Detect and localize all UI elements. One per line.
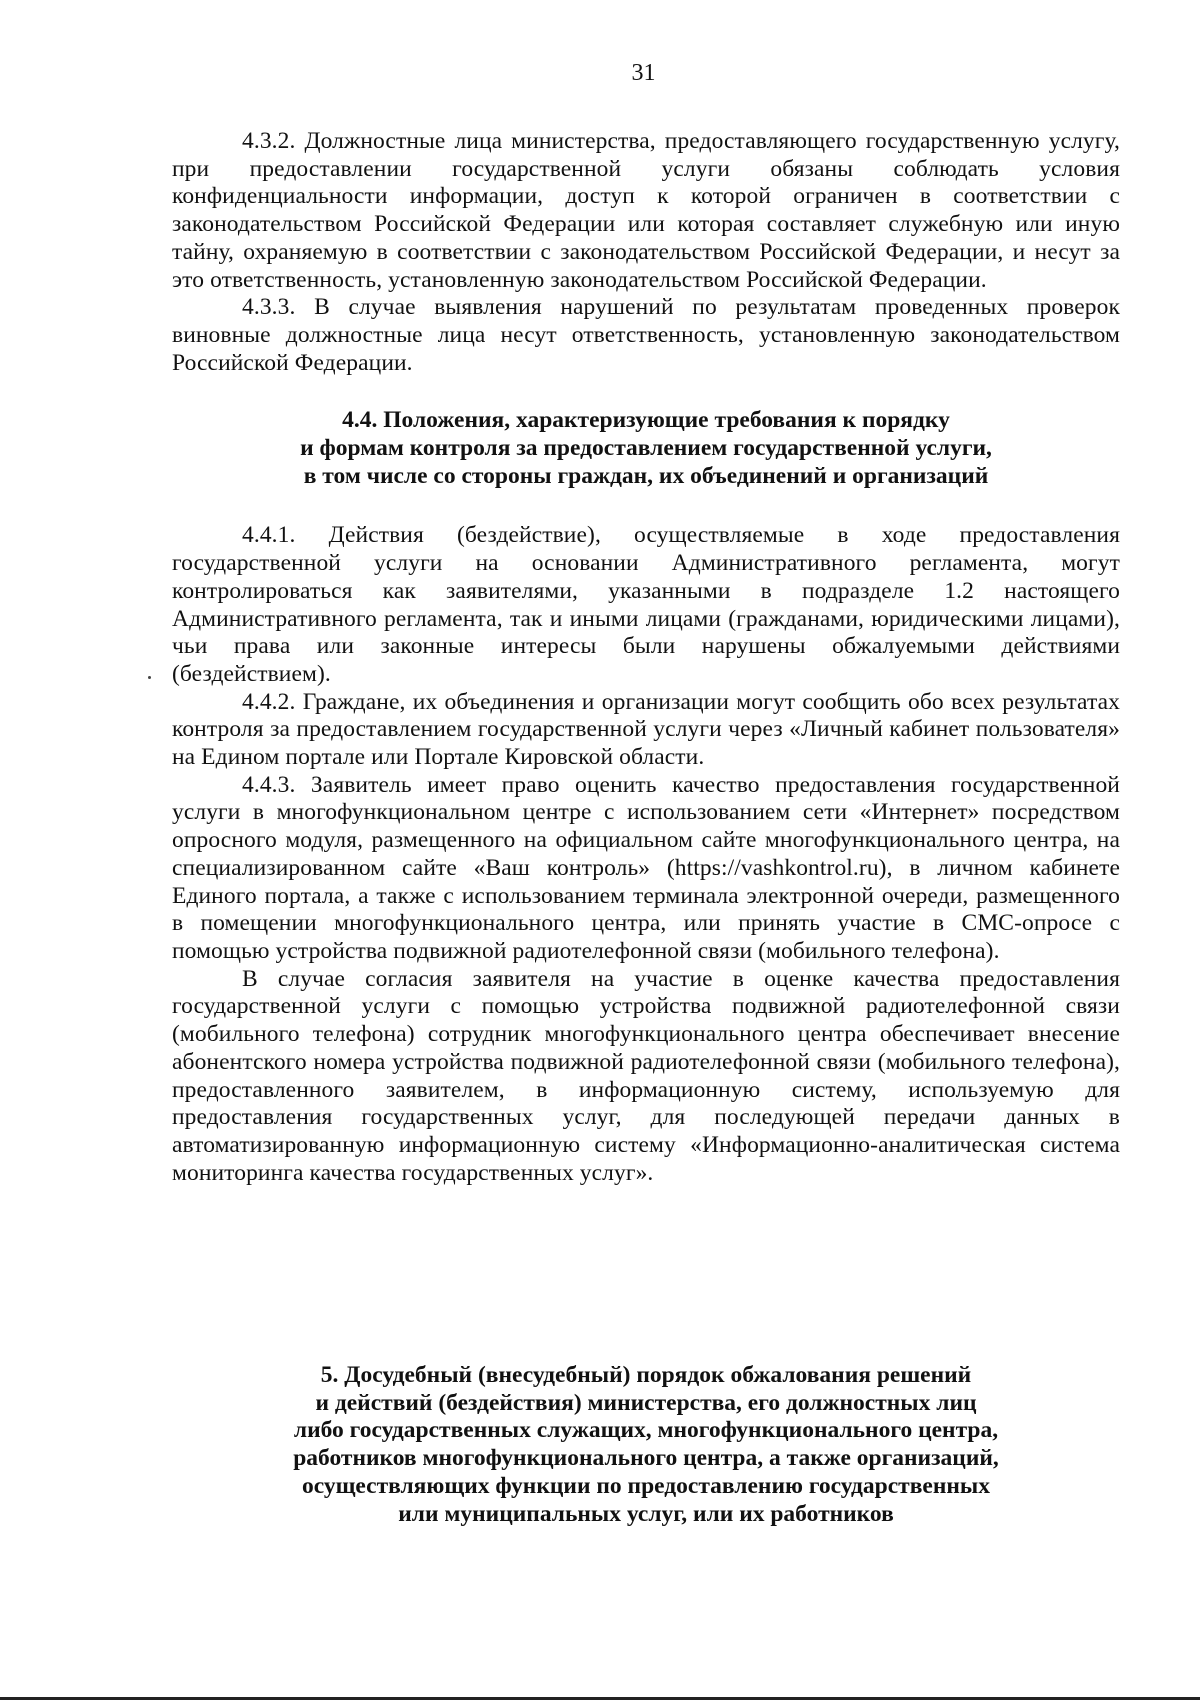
section-4-4-heading bbox=[172, 407, 1120, 490]
heading-line: и действий (бездействия) министерства, его должностных лиц bbox=[315, 1389, 977, 1416]
paragraph-4-4-2: 4.4.2. Граждане, их объединения и организации могут сообщить обо всех результатах контроля за предоставлением государственной услуги через «Личный кабинет пользователя» на Едином портале или Портале Кировской области. bbox=[172, 688, 1120, 771]
heading-line: 4.4. Положения, характеризующие требования к порядку bbox=[342, 407, 950, 434]
heading-line: или муниципальных услуг, или их работников bbox=[398, 1500, 894, 1527]
paragraph-4-3-2: 4.3.2. Должностные лица министерства, предоставляющего государственную услугу, при предоставлении государственной услуги обязаны соблюдать условия конфиденциальности информации, доступ к которой ограничен в соответствии с законодательством Российской Федерации или которая составляет служебную или иную тайну, охраняемую в соответствии с законодательством Российской Федерации, и несут за это ответственность, установленную законодательством Российской Федерации. bbox=[172, 128, 1120, 293]
paragraph-4-3-3: 4.3.3. В случае выявления нарушений по результатам проведенных проверок виновные должностные лица несут ответственность, установленную законодательством Российской Федерации. bbox=[172, 294, 1120, 376]
scan-dot-mark bbox=[148, 676, 151, 679]
section-5-heading bbox=[172, 1362, 1120, 1528]
paragraph-4-4-3: 4.4.3. Заявитель имеет право оценить качество предоставления государственной услуги в многофункциональном центре с использованием сети «Интернет» посредством опросного модуля, размещенного на официальном сайте многофункционального центра, на специализированном сайте «Ваш контроль» (https://vashkontrol.ru), в личном кабинете Единого портала, а также с использованием терминала электронной очереди, размещенного в помещении многофункционального центра, или принять участие в СМС-опросе с помощью устройства подвижной радиотелефонной связи (мобильного телефона). bbox=[172, 771, 1120, 964]
heading-line: работников многофункционального центра, а также организаций, bbox=[293, 1445, 999, 1472]
heading-line: либо государственных служащих, многофункционального центра, bbox=[293, 1417, 999, 1444]
heading-line: осуществляющих функции по предоставлению государственных bbox=[301, 1472, 991, 1499]
document-body bbox=[172, 128, 1120, 1187]
heading-line: 5. Досудебный (внесудебный) порядок обжалования решений bbox=[320, 1362, 972, 1388]
heading-line: и формам контроля за предоставлением государственной услуги, bbox=[300, 435, 992, 462]
page-number: 31 bbox=[631, 60, 656, 86]
paragraph-sms-consent: В случае согласия заявителя на участие в оценке качества предоставления государственной услуги с помощью устройства подвижной радиотелефонной связи (мобильного телефона) сотрудник многофункционального центра обеспечивает внесение абонентского номера устройства подвижной радиотелефонной связи (мобильного телефона), предоставленного заявителем, в информационную систему, используемую для предоставления государственных услуг, для последующей передачи данных в автоматизированную информационную систему «Информационно-аналитическая система мониторинга качества государственных услуг». bbox=[172, 965, 1120, 1186]
paragraph-4-4-1: 4.4.1. Действия (бездействие), осуществляемые в ходе предоставления государственной услуги на основании Административного регламента, могут контролироваться как заявителями, указанными в подразделе 1.2 настоящего Административного регламента, так и иными лицами (гражданами, юридическими лицами), чьи права или законные интересы были нарушены обжалуемыми действиями (бездействием). bbox=[172, 522, 1120, 687]
heading-line: в том числе со стороны граждан, их объединений и организаций bbox=[303, 462, 989, 489]
